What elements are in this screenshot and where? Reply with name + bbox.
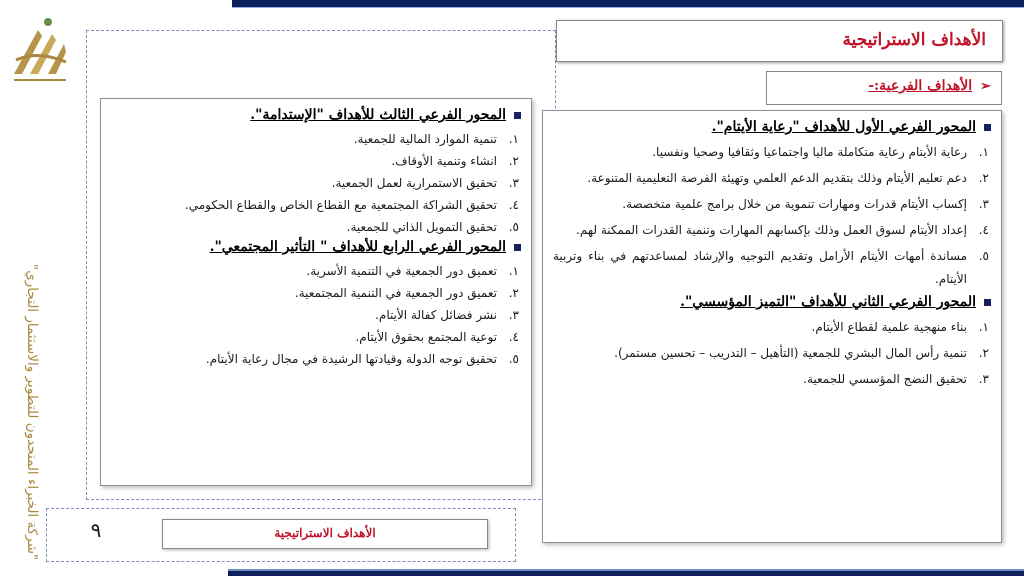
company-logo-icon [8,10,72,90]
list-item: ١. تنمية الموارد المالية للجمعية. [353,132,519,146]
company-name-vertical: "شركة الخبراء المتحدون للتطوير والاستثمار التجاري" [24,263,40,560]
decorative-dashed-frame [520,30,550,40]
heading-text: المحور الفرعي الرابع للأهداف " التأثير المجتمعي". [209,239,506,255]
heading-text: المحور الفرعي الأول للأهداف "رعاية الأيتام". [711,119,976,135]
list-item: ١. تعميق دور الجمعية في التنمية الأسرية. [306,264,519,278]
square-bullet-icon [984,124,991,131]
heading-text: المحور الفرعي الثالث للأهداف "الإستدامة". [250,107,506,123]
list-item: ٣. تحقيق الاستمرارية لعمل الجمعية. [331,176,519,190]
list-item: ٣. نشر فضائل كفالة الأيتام. [375,308,519,322]
list-item: ٥. تحقيق التمويل الذاتي للجمعية. [346,220,519,234]
page-number: ٩ [90,518,102,542]
section-subtitle [766,71,1002,105]
list-item: ٤. توعية المجتمع بحقوق الأيتام. [355,330,519,344]
list-item: ٥. تحقيق توجه الدولة وقيادتها الرشيدة في مجال رعاية الأيتام. [205,352,519,366]
list-item: ١. رعاية الأيتام رعاية متكاملة ماليا واجتماعيا وثقافيا وصحيا ونفسيا. [652,145,989,159]
top-accent-line [232,7,1024,8]
section-heading [553,119,991,135]
list-item: ٢. انشاء وتنمية الأوقاف. [391,154,519,168]
goals-panel-left [100,98,532,486]
list-item: ٢. تنمية رأس المال البشري للجمعية (التأهيل – التدريب – تحسين مستمر). [614,346,989,360]
list-item: ٥. مساندة أمهات الأيتام الأرامل وتقديم التوجيه والإرشاد لمساعدتهم في بناء وتربية الأيتام. [553,249,989,286]
goals-list [553,141,991,291]
square-bullet-icon [514,244,521,251]
page-title: الأهداف الاستراتيجية [556,20,1003,62]
top-accent-bar [232,0,1024,7]
list-item: ٣. إكساب الأيتام قدرات ومهارات تنموية من خلال برامج علمية متخصصة. [622,197,989,211]
bottom-accent-line [228,569,1024,571]
list-item: ٣. تحقيق النضج المؤسسي للجمعية. [803,372,989,386]
list-item: ٢. دعم تعليم الأيتام وذلك بتقديم الدعم العلمي وتهيئة الفرصة التعليمية المتنوعة. [587,171,989,185]
section-heading [553,294,991,310]
chevron-right-icon: ➢ [980,79,991,94]
heading-text: المحور الفرعي الثاني للأهداف "التميز المؤسسي". [680,294,976,310]
square-bullet-icon [514,112,521,119]
list-item: ٤. تحقيق الشراكة المجتمعية مع القطاع الخاص والقطاع الحكومي. [184,198,519,212]
subtitle-label: الأهداف الفرعية:- [868,78,973,94]
footer-title: الأهداف الاستراتيجية [162,519,488,549]
goals-list [553,316,991,391]
bottom-accent-bar [228,571,1024,576]
list-item: ٢. تعميق دور الجمعية في التنمية المجتمعية. [294,286,519,300]
list-item: ١. بناء منهجية علمية لقطاع الأيتام. [811,320,989,334]
section-heading [111,107,521,123]
goals-panel-right [542,110,1002,543]
goals-list [111,129,521,237]
list-item: ٤. إعداد الأيتام لسوق العمل وذلك بإكسابهم المهارات وتنمية القدرات الممكنة لهم. [576,223,989,237]
section-heading [111,239,521,255]
square-bullet-icon [984,299,991,306]
goals-list [111,261,521,369]
